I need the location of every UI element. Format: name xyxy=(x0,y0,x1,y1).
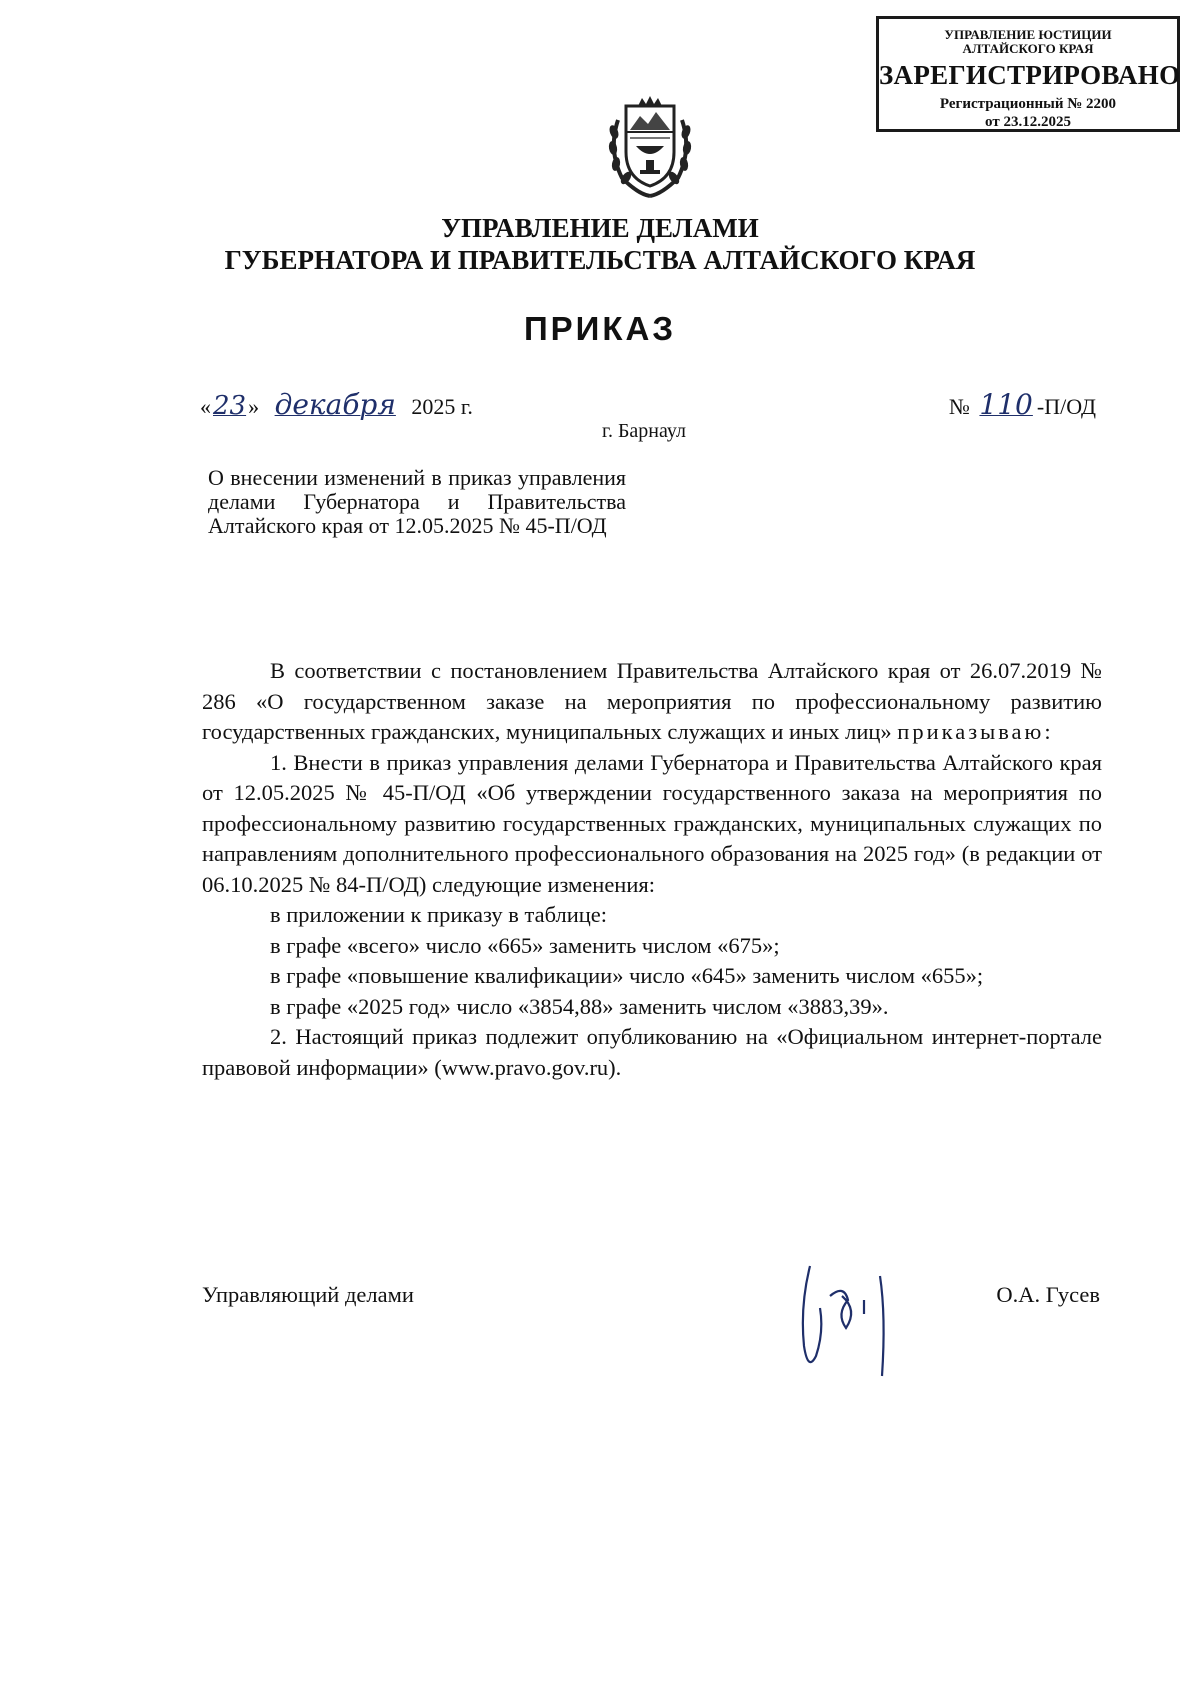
date-quote-close: » xyxy=(248,394,260,419)
item-1: 1. Внести в приказ управления делами Губернатора и Правительства Алтайского края от 12.05.2025 № 45-П/ОД «Об утверждении государственного заказа на мероприятия по профессиональному развитию государственных гражданских, муниципальных служащих по направлениям дополнительного профессионального образования на 2025 год» (в редакции от 06.10.2025 № 84-П/ОД) следующие изменения: xyxy=(202,749,1102,897)
item-1-change-b: в графе «повышение квалификации» число «645» заменить числом «655»; xyxy=(270,963,984,988)
stamp-status: ЗАРЕГИСТРИРОВАНО xyxy=(879,60,1181,90)
date-quote-open: « xyxy=(200,394,211,419)
registration-stamp xyxy=(876,16,1180,132)
signature-icon xyxy=(790,1236,900,1386)
stamp-org xyxy=(879,28,1177,56)
number-value: 110 xyxy=(979,388,1033,421)
order-word: приказываю: xyxy=(897,719,1054,744)
document-type-title: ПРИКАЗ xyxy=(523,310,677,347)
number-prefix: № xyxy=(948,394,970,419)
item-1-intro: в приложении к приказу в таблице: xyxy=(270,902,608,927)
date-day: 23 xyxy=(213,391,247,421)
order-date xyxy=(200,388,473,421)
signatory-position: Управляющий делами xyxy=(202,1282,414,1307)
number-suffix: -П/ОД xyxy=(1036,394,1096,419)
item-1-change-c: в графе «2025 год» число «3854,88» заменить числом «3883,39». xyxy=(270,993,889,1019)
preamble-text: В соответствии с постановлением Правительства Алтайского края от 26.07.2019 № 286 «О государственном заказе на мероприятия по профессиональному развитию государственных гражданских, муниципальных служащих и иных лиц» xyxy=(202,658,1102,744)
org-name-line2: ГУБЕРНАТОРА И ПРАВИТЕЛЬСТВА АЛТАЙСКОГО КРАЯ xyxy=(224,245,976,275)
org-name-line1: УПРАВЛЕНИЕ ДЕЛАМИ xyxy=(441,213,759,243)
date-year: 2025 г. xyxy=(411,394,473,419)
order-body xyxy=(202,656,1102,1083)
signatory-name: О.А. Гусев xyxy=(996,1282,1100,1307)
item-2: 2. Настоящий приказ подлежит опубликованию на «Официальном интернет-портале правовой информации» (www.pravo.gov.ru). xyxy=(202,1024,1102,1080)
city: г. Барнаул xyxy=(602,420,686,442)
order-subject: О внесении изменений в приказ управления делами Губернатора и Правительства Алтайского края от 12.05.2025 № 45-П/ОД xyxy=(208,465,626,538)
preamble-paragraph xyxy=(202,656,1102,748)
stamp-reg-date: от 23.12.2025 xyxy=(985,114,1071,130)
stamp-org-line2: АЛТАЙСКОГО КРАЯ xyxy=(962,41,1094,56)
order-number xyxy=(949,388,1096,421)
date-month: декабря xyxy=(274,388,396,421)
item-1-change-a: в графе «всего» число «665» заменить числом «675»; xyxy=(270,932,780,958)
stamp-org-line1: УПРАВЛЕНИЕ ЮСТИЦИИ xyxy=(944,27,1112,42)
stamp-reg-number: Регистрационный № 2200 xyxy=(939,96,1117,112)
coat-of-arms-icon xyxy=(600,90,700,200)
